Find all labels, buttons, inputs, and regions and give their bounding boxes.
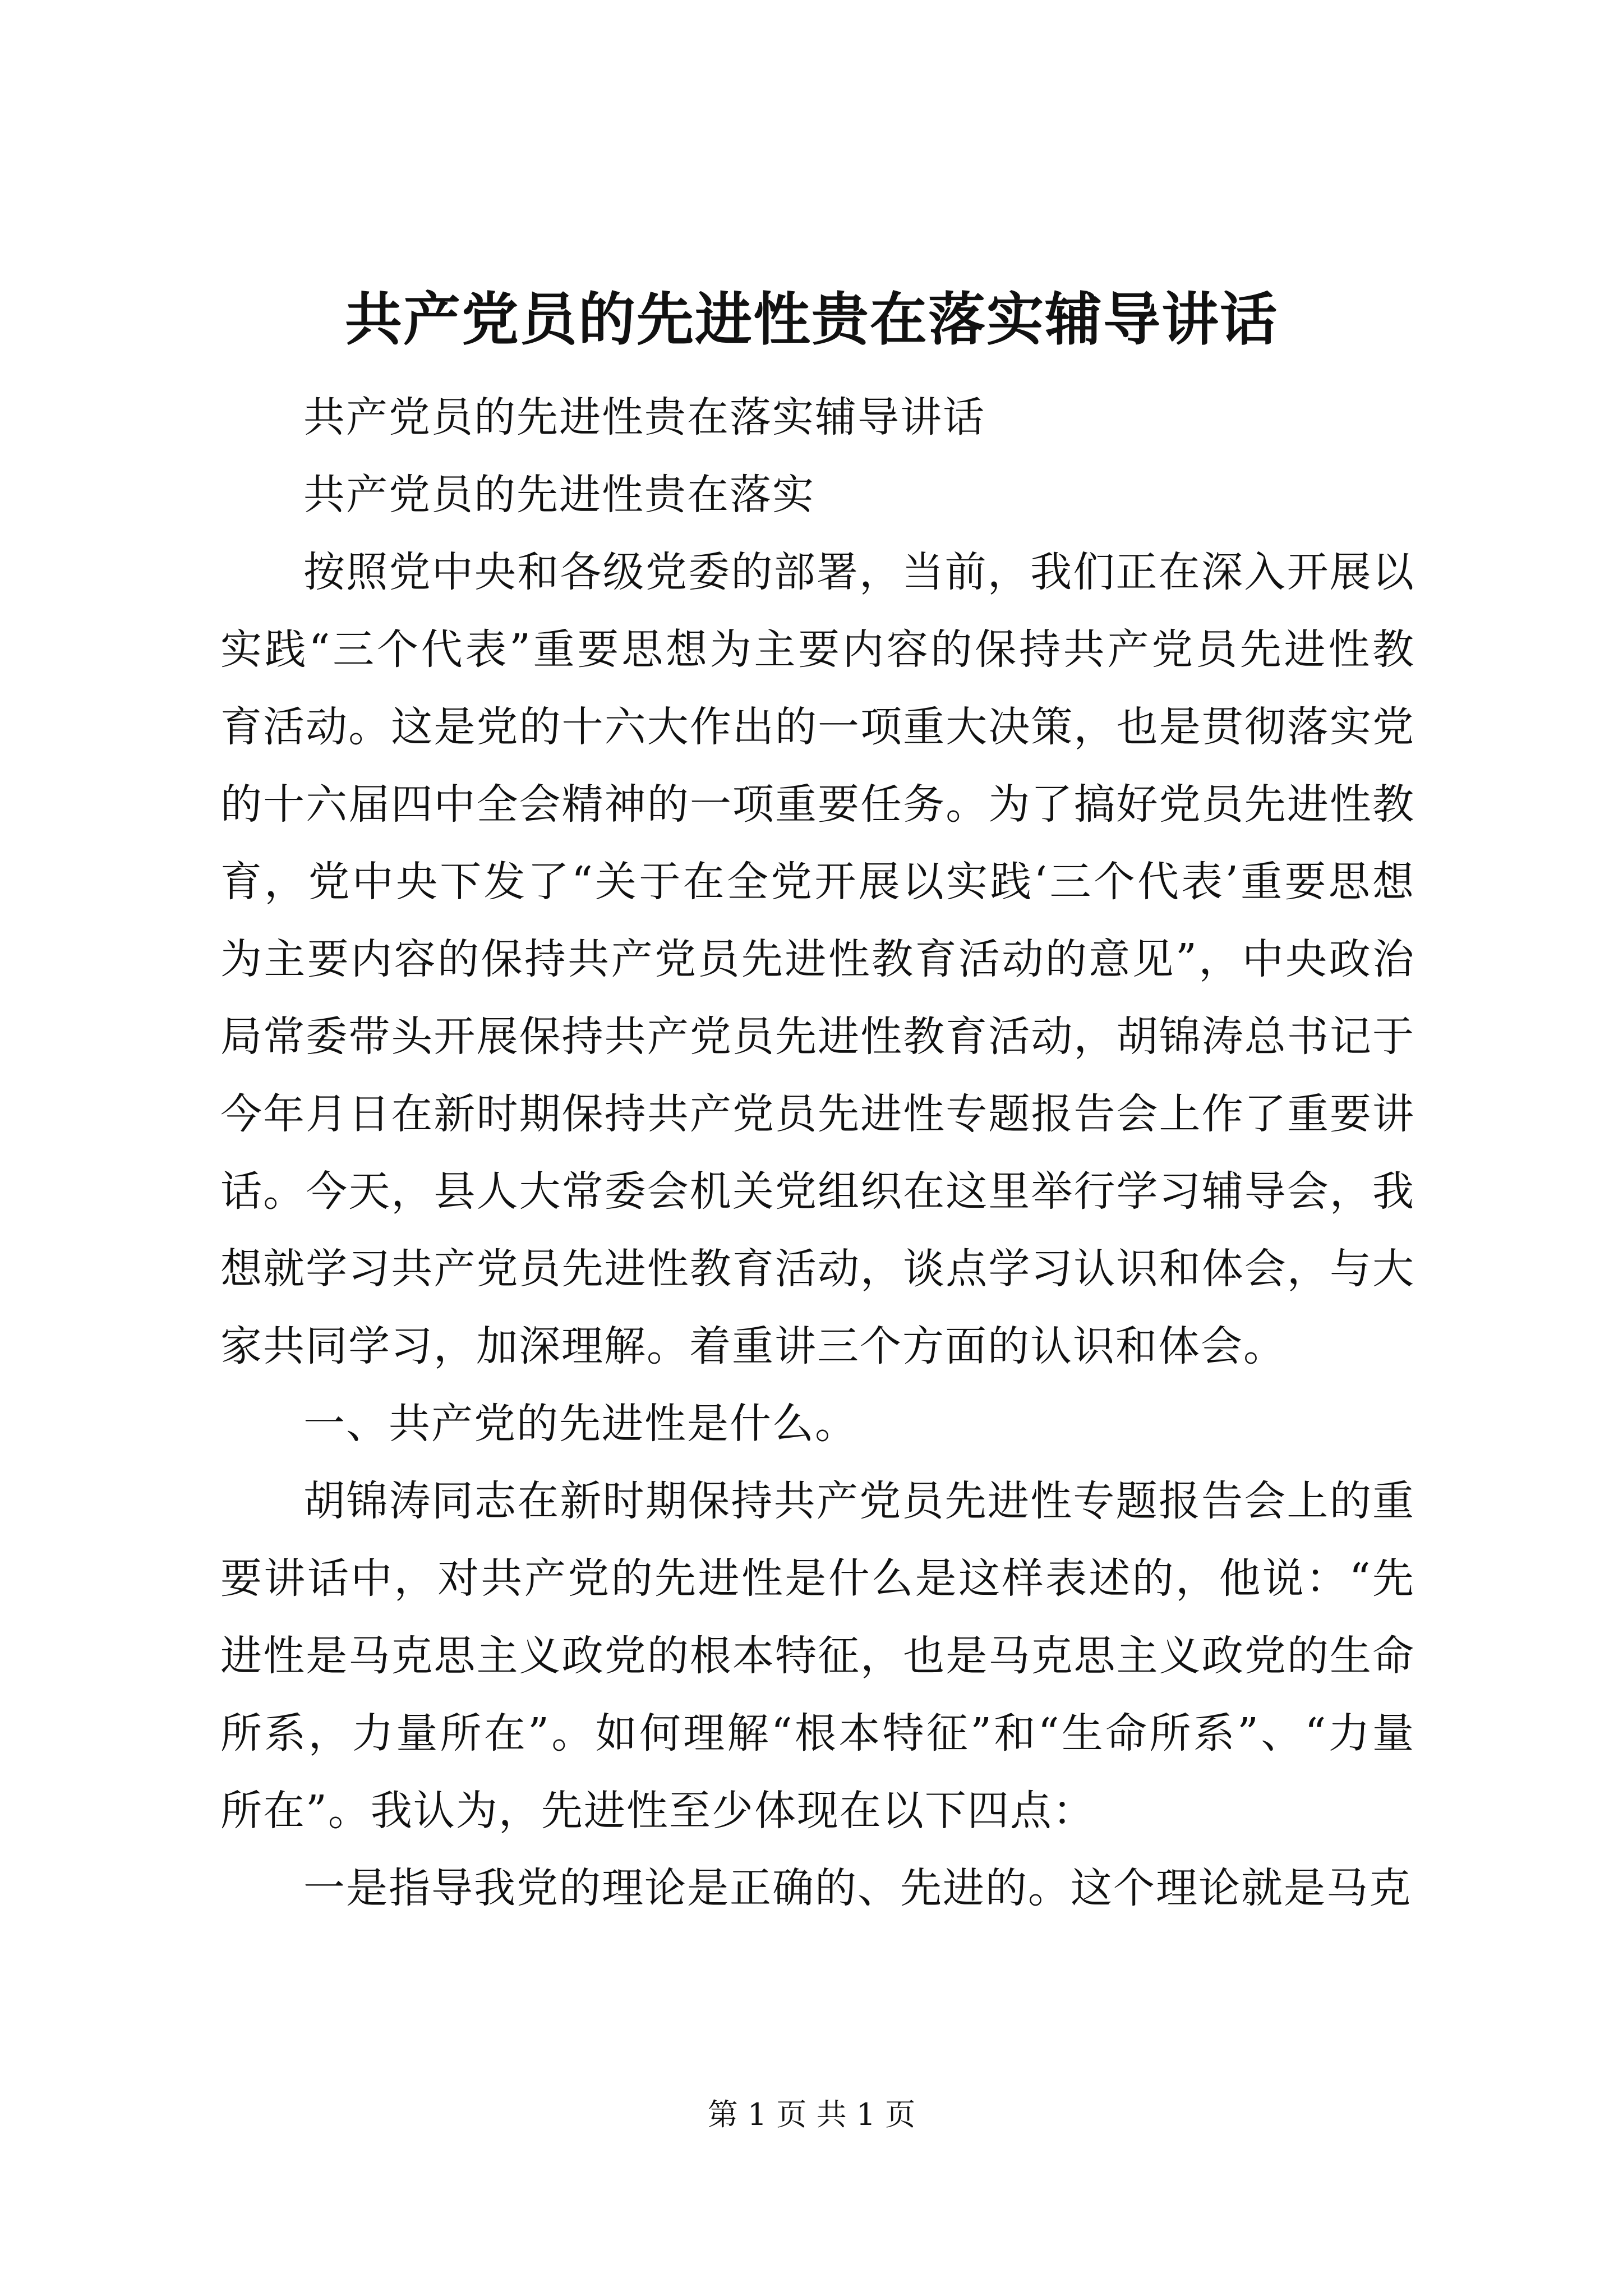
document-title: 共产党员的先进性贵在落实辅导讲话: [345, 286, 1278, 353]
page-footer: 第 1 页 共 1 页: [707, 2097, 916, 2132]
paragraph-section-heading: 一、共产党的先进性是什么。: [303, 1400, 857, 1448]
paragraph-point-one: 一是指导我党的理论是正确的、先进的。这个理论就是马克: [303, 1864, 1412, 1912]
paragraph-intro: 按照党中央和各级党委的部署，当前，我们正在深入开展以实践“三个代表”重要思想为主要内容的保持共产党员先进性教育活动。这是党的十六大作出的一项重大决策，也是贯彻落实党的十六届四中全会精神的一项重要任务。为了搞好党员先进性教育，党中央下发了“关于在全党开展以实践‘三个代表’重要思想为主要内容的保持共产党员先进性教育活动的意见”，中央政治局常委带头开展保持共产党员先进性教育活动，胡锦涛总书记于今年月日在新时期保持共产党员先进性专题报告会上作了重要讲话。今天，县人大常委会机关党组织在这里举行学习辅导会，我想就学习共产党员先进性教育活动，谈点学习认识和体会，与大家共同学习，加深理解。着重讲三个方面的认识和体会。: [220, 548, 1415, 1370]
paragraph-section-body: 胡锦涛同志在新时期保持共产党员先进性专题报告会上的重要讲话中，对共产党的先进性是什么是这样表述的，他说：“先进性是马克思主义政党的根本特征，也是马克思主义政党的生命所系，力量所在”。如何理解“根本特征”和“生命所系”、“力量所在”。我认为，先进性至少体现在以下四点：: [220, 1477, 1415, 1835]
document-body: [220, 379, 1415, 1927]
paragraph-subtitle: 共产党员的先进性贵在落实辅导讲话: [303, 393, 985, 441]
paragraph-heading: 共产党员的先进性贵在落实: [303, 471, 815, 519]
